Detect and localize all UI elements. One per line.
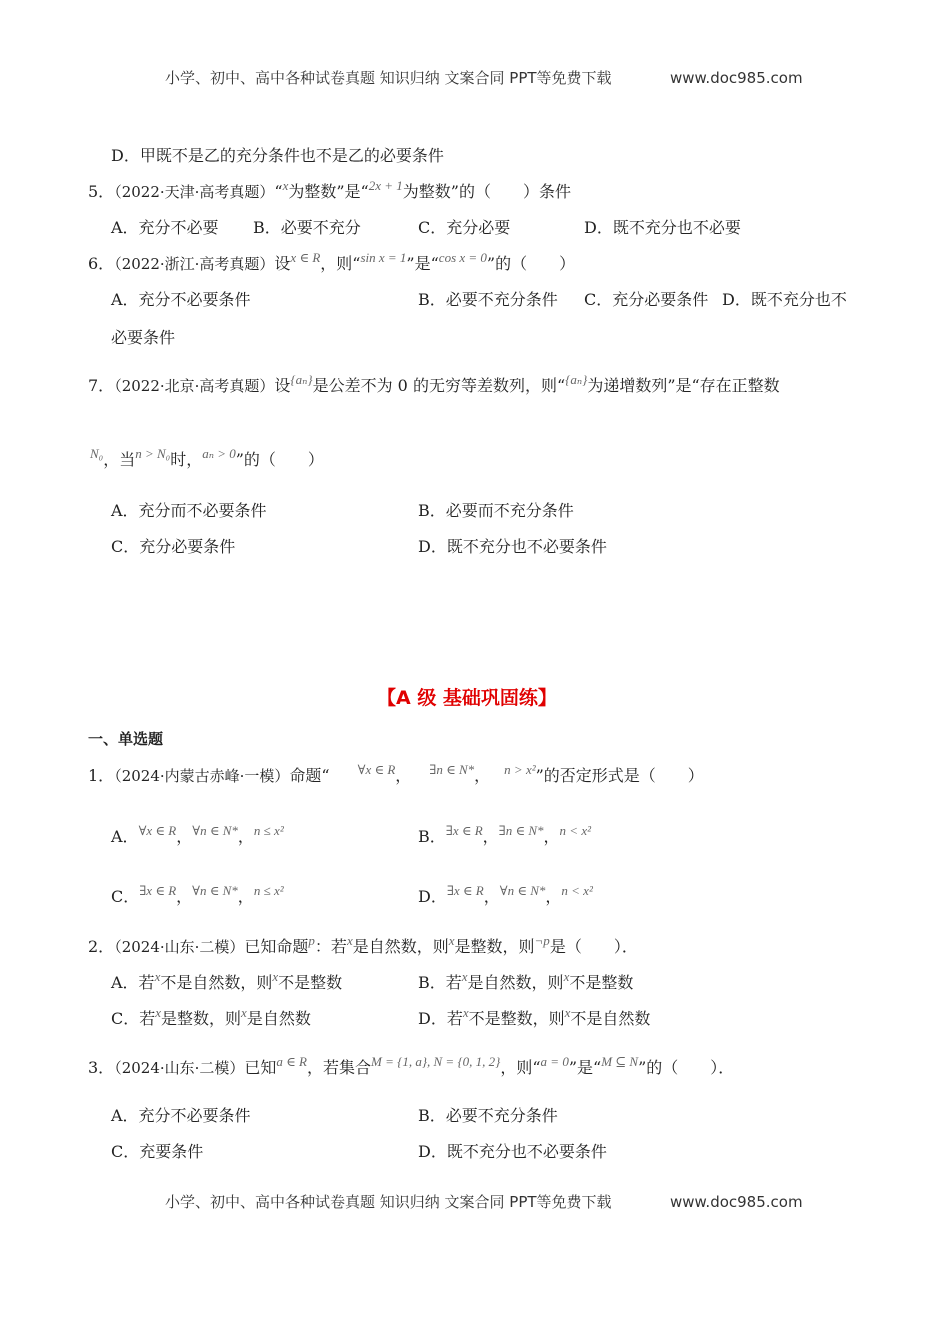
option-text: 是自然数，则 <box>467 973 564 992</box>
comma: ， <box>545 887 562 906</box>
q6-text-1: 设 <box>274 254 291 273</box>
footer-site-link[interactable]: www.doc985.com <box>670 1193 803 1211</box>
comma: ， <box>176 827 193 846</box>
q6-option-d-cont: 必要条件 <box>111 328 176 347</box>
comma: ， <box>237 887 254 906</box>
option-math: x <box>272 969 279 984</box>
q5-math-2x1: 2x + 1 <box>368 178 403 193</box>
q6-text-2: ，则“ <box>320 254 361 273</box>
p2-math-p: p <box>308 933 315 948</box>
header-site-link[interactable]: www.doc985.com <box>670 69 803 87</box>
header-text: 小学、初中、高中各种试卷真题 知识归纳 文案合同 PPT等免费下载 <box>165 69 612 87</box>
p2-math-x: x <box>448 933 455 948</box>
q5-math-x: x <box>282 178 289 193</box>
comma: ， <box>482 827 499 846</box>
comma: ， <box>543 827 560 846</box>
p1-option-c <box>111 883 284 908</box>
q5-option-c: C．充分必要 <box>418 218 511 237</box>
p3-option-d: D．既不充分也不必要条件 <box>418 1142 607 1161</box>
q5-text-2: 为整数”是“ <box>288 182 369 201</box>
question-5 <box>88 178 571 203</box>
q7-text-3: 为递增数列”是“存在正整数 <box>587 376 780 395</box>
q7-text-6: ”的（ ） <box>235 450 324 469</box>
problem-3 <box>88 1054 735 1079</box>
comma: ， <box>474 766 491 785</box>
p3-text-2: ，若集合 <box>307 1058 372 1077</box>
p2-option-d <box>418 1005 651 1030</box>
p3-math-a-in-r: a ∈ R <box>276 1054 307 1069</box>
p3-option-b: B．必要不充分条件 <box>418 1106 558 1125</box>
p1-option-a <box>111 823 284 848</box>
p2-text-5: 是（ ）． <box>549 937 638 956</box>
p3-text-4: ”是“ <box>568 1058 602 1077</box>
option-math: x <box>564 1005 571 1020</box>
option-math: x <box>155 1005 162 1020</box>
q7-math-an-gt-0: aₙ > 0 <box>202 446 236 461</box>
p2-option-b <box>418 969 634 994</box>
q6-math-cos: cos x = 0 <box>438 250 487 265</box>
p2-text-2: ：若 <box>314 937 347 956</box>
option-math: x <box>461 969 468 984</box>
q7-math-an: {aₙ} <box>290 372 313 387</box>
q7-text-5: 时， <box>170 450 203 469</box>
q7-math-n-gt-n0: n > N₀ <box>135 446 171 461</box>
question-number: 2． <box>88 937 115 956</box>
option-math: ∀x ∈ R <box>138 823 177 838</box>
q5-option-b: B．必要不充分 <box>253 218 361 237</box>
q7-math-n0: N₀ <box>90 446 104 461</box>
option-math: x <box>154 969 161 984</box>
problem-1 <box>88 762 704 787</box>
p1-text-2: ”的否定形式是（ ） <box>535 766 704 785</box>
option-math: n ≤ x² <box>253 823 284 838</box>
option-text: 不是自然数，则 <box>160 973 273 992</box>
p1-math-3: n > x² <box>504 762 536 777</box>
q6-option-b: B．必要不充分条件 <box>418 290 558 309</box>
option-text: D．若 <box>418 1009 463 1028</box>
q5-option-d: D．既不充分也不必要 <box>584 218 741 237</box>
p3-option-c: C．充要条件 <box>111 1142 204 1161</box>
option-math: ∃n ∈ N* <box>498 823 544 838</box>
question-7 <box>88 372 780 397</box>
comma: ， <box>237 827 254 846</box>
p2-text-4: 是整数，则 <box>454 937 535 956</box>
q7-text-4: ，当 <box>103 450 136 469</box>
section-title: 【A 级 基础巩固练】 <box>377 687 557 709</box>
question-number: 1． <box>88 766 115 785</box>
p2-math-not-p: ¬p <box>534 933 550 948</box>
option-text: 不是自然数 <box>570 1009 651 1028</box>
p1-option-b <box>418 823 591 848</box>
question-6 <box>88 250 576 275</box>
option-math: x <box>462 1005 469 1020</box>
p1-option-d <box>418 883 593 908</box>
q4-option-d: D．甲既不是乙的充分条件也不是乙的必要条件 <box>111 146 444 165</box>
q6-math-sin: sin x = 1 <box>360 250 407 265</box>
q6-option-c: C．充分必要条件 <box>584 290 709 309</box>
p3-text-1: 已知 <box>244 1058 277 1077</box>
problem-2 <box>88 933 638 958</box>
option-math: ∃x ∈ R <box>445 823 483 838</box>
q6-math-x-in-r: x ∈ R <box>290 250 321 265</box>
section-subtitle: 一、单选题 <box>88 730 164 748</box>
p1-text-1: 命题“ <box>289 766 330 785</box>
p3-math-subset: M ⊆ N <box>601 1054 639 1069</box>
p2-math-x: x <box>346 933 353 948</box>
footer-text: 小学、初中、高中各种试卷真题 知识归纳 文案合同 PPT等免费下载 <box>165 1193 612 1211</box>
p2-text-1: 已知命题 <box>244 937 309 956</box>
question-7-line-2 <box>90 446 324 471</box>
q6-option-d: D．既不充分也不 <box>722 290 847 309</box>
option-math: x <box>241 1005 247 1020</box>
question-number: 7． <box>88 376 115 395</box>
option-math: ∀n ∈ N* <box>499 883 546 898</box>
p2-option-a <box>111 969 343 994</box>
option-text: 是整数，则 <box>161 1009 242 1028</box>
q5-text-1: “ <box>274 182 283 201</box>
p1-math-1: ∀x ∈ R <box>357 762 396 777</box>
q7-option-d: D．既不充分也不必要条件 <box>418 537 607 556</box>
q6-option-a: A．充分不必要条件 <box>111 290 251 309</box>
option-label: C． <box>111 887 140 906</box>
option-label: D． <box>418 887 447 906</box>
q7-text-2: 是公差不为 0 的无穷等差数列，则“ <box>312 376 566 395</box>
question-source: （2024·山东·二模） <box>114 938 245 956</box>
option-math: n < x² <box>561 883 593 898</box>
question-source: （2022·浙江·高考真题） <box>114 255 275 273</box>
q5-text-3: 为整数”的（ ）条件 <box>402 182 571 201</box>
option-math: ∀n ∈ N* <box>192 883 238 898</box>
option-math: x <box>563 969 570 984</box>
q6-text-4: ”的（ ） <box>486 254 576 273</box>
q7-option-a: A．充分而不必要条件 <box>111 501 267 520</box>
p2-text-3: 是自然数，则 <box>352 937 449 956</box>
q7-option-b: B．必要而不充分条件 <box>418 501 574 520</box>
option-text: 是自然数 <box>246 1009 311 1028</box>
p3-option-a: A．充分不必要条件 <box>111 1106 251 1125</box>
option-text: B．若 <box>418 973 462 992</box>
q7-text-1: 设 <box>274 376 291 395</box>
q7-option-c: C．充分必要条件 <box>111 537 236 556</box>
option-text: 不是整数 <box>569 973 634 992</box>
q6-text-3: ”是“ <box>406 254 439 273</box>
option-label: B． <box>418 827 446 846</box>
p3-text-5: ”的（ ）． <box>638 1058 735 1077</box>
q5-option-a: A．充分不必要 <box>111 218 219 237</box>
option-label: A． <box>111 827 139 846</box>
q7-math-an-2: {aₙ} <box>565 372 588 387</box>
comma: ， <box>483 887 500 906</box>
option-math: ∃x ∈ R <box>446 883 484 898</box>
option-math: ∃x ∈ R <box>139 883 177 898</box>
comma: ， <box>395 766 412 785</box>
option-text: A．若 <box>111 973 155 992</box>
p2-option-c <box>111 1005 311 1030</box>
option-math: n ≤ x² <box>253 883 284 898</box>
option-math: ∀n ∈ N* <box>192 823 238 838</box>
question-number: 6． <box>88 254 115 273</box>
question-number: 5． <box>88 182 115 201</box>
question-source: （2022·天津·高考真题） <box>114 183 275 201</box>
option-text: 不是整数 <box>278 973 343 992</box>
question-source: （2024·山东·二模） <box>114 1059 245 1077</box>
p3-math-a-eq-0: a = 0 <box>540 1054 569 1069</box>
option-text: C．若 <box>111 1009 156 1028</box>
option-text: 不是整数，则 <box>468 1009 565 1028</box>
question-source: （2024·内蒙古赤峰·一模） <box>114 767 290 785</box>
comma: ， <box>176 887 193 906</box>
p3-math-sets: M = {1, a}, N = {0, 1, 2} <box>371 1054 501 1069</box>
p1-math-2: ∃n ∈ N* <box>429 762 475 777</box>
p3-text-3: ，则“ <box>500 1058 541 1077</box>
question-source: （2022·北京·高考真题） <box>114 377 275 395</box>
question-number: 3． <box>88 1058 115 1077</box>
option-math: n < x² <box>559 823 591 838</box>
